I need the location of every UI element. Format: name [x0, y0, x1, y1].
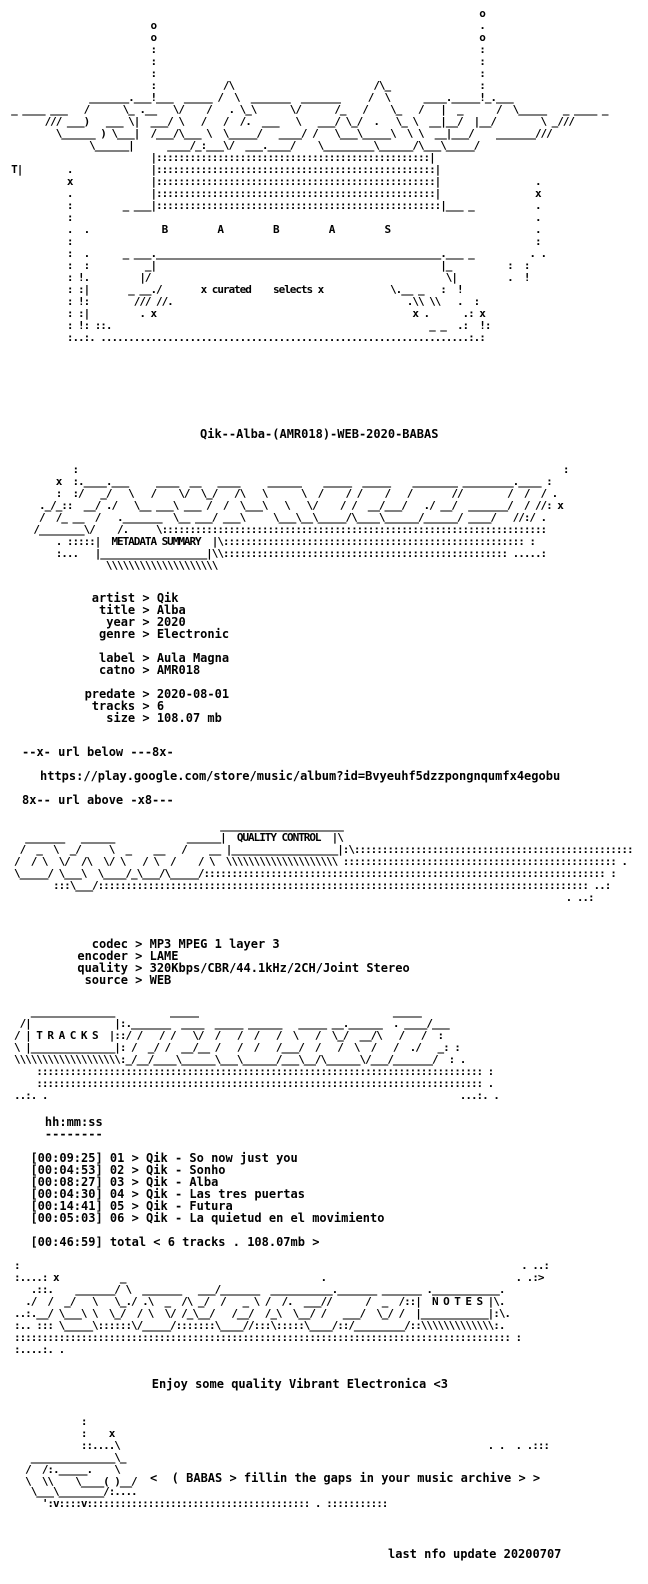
url-below-marker: --x- url below ---8x- [22, 745, 174, 759]
logo-ascii-art: o o . o o : : : : : : : /\ /\_ : _______.___!___ _____ / \ _______ _______ / \ ____._____!_.___ _ ____ ___ / \_ .__ \/ / . \_\ \/ /_ / \_ / | _ / \_____ _ ____ _ /// ___) ___ \| ___/ \ / / /. ___ \ ___/ \_/ . \_ \ __|__/ |__/ \ _/// \______ ) \___| /___/\___ \ \_____/ ____/ / \___\_____\ \ \ __|___/ _______/// \______| ____/_:___\/ ___.____/ \_________\______/\___\_____/ |:::::::::::::::::::::::::::::::::::::::::::::::::| T| . |::::::::::::::::::::::::::::::::::::::::::::::::::| x |::::::::::::::::::::::::::::::::::::::::::::::::::| . . |::::::::::::::::::::::::::::::::::::::::::::::::::| x : _ ___|:::::::::::::::::::::::::::::::::::::::::::::::::::|___ _ . : . . . B A B A S . : : : . _ ___.___________________________________________________.___ _ . . : : _| |_ : : : !. |/ \| . ! : :| _ __./ x curated selects x \.__ _ : ! : !: /// //. .\\ \\ . : : :| . x x . .: x : !: ::. _ _ .: !: :..:. ..................................................................:.: [11, 7, 608, 344]
metadata-catno: catno > AMR018 [34, 663, 201, 677]
footer-ascii-art: : : x ::....\ . . . .::: _______________\_ / /:._____. \ \ \\ \____( )__/ [25, 1415, 549, 1488]
footer-ascii-art-bottom: \___\________/:.... ':v::::v:::::::::::::::::::::::::::::::::::::::: . ::::::::::: [30, 1485, 388, 1510]
metadata-title: title > Alba [34, 603, 186, 617]
quality-codec: codec > MP3 MPEG 1 layer 3 [34, 937, 280, 951]
track-row: [00:09:25] 01 > Qik - So now just you [16, 1151, 298, 1165]
tracks-header: hh:mm:ss -------- [44, 1115, 103, 1141]
metadata-tracks: tracks > 6 [34, 699, 165, 713]
metadata-predate: predate > 2020-08-01 [34, 687, 230, 701]
tracks-ascii-art: _______________ _____ _____ /| |:._______ ____ _____ ______ _____ __.______ . ____/___ / | T R A C K S |::/ / / / \/ / / / / \ / \_/ __/\ / / : \ |_______________|: / _/ / __/__ / / / /___/ / / \ / / ./ _: : \\\\\\\\\\\\\\\\\\\:_/__/____\______\___\______/___\__/\______\/___/_______/ : . :::::::::::::::::::::::::::::::::::::::::::::::::::::::::::::::::::::::::::::::: : :::::::::::::::::::::::::::::::::::::::::::::::::::::::::::::::::::::::::::::::: . ..:. . ...:. . [14, 1005, 499, 1102]
tracks-total: [00:46:59] total < 6 tracks . 108.07mb > [16, 1235, 320, 1249]
track-row: [00:14:41] 05 > Qik - Futura [16, 1199, 233, 1213]
track-row: [00:05:03] 06 > Qik - La quietud en el movimiento [16, 1211, 385, 1225]
quality-source: source > WEB [34, 973, 172, 987]
album-url-link[interactable]: https://play.google.com/store/music/album?id=Bvyeuhf5dzzpongnqumfx4egobu [40, 769, 561, 783]
metadata-summary-ascii-art: : : x :.____.___ ____ __ ____ ______ _____ _____ ________ _________.____ : : :/ _/ \ / \/ \_/ /\ \ \ / / / / / // / / / . ._/_:: __/ ./ \__ ___\ ___ / / \___\ \ \/ / / __/___/ ./ __/ _______/ / //: x / /_ __ / ._______ \__ ___/ ___\ \___\__\_____/\____\______/______/ ____/ //:/ . /________\/ /. \::::::::::::::::::::::::::::::::::::::::::::::::::::::::::::::::::::: . :::::| METADATA SUMMARY |\:::::::::::::::::::::::::::::::::::::::::::::::::::::: : :... |___________________|\\::::::::::::::::::::::::::::::::::::::::::::::::::: .....: \\\\\\\\\\\\\\\\\\\\ [33, 463, 569, 572]
last-update: last nfo update 20200707 [388, 1547, 562, 1561]
metadata-label: label > Aula Magna [34, 651, 230, 665]
metadata-genre: genre > Electronic [34, 627, 230, 641]
metadata-list [34, 591, 230, 746]
metadata-year: year > 2020 [34, 615, 186, 629]
track-row: [00:04:30] 04 > Qik - Las tres puertas [16, 1187, 305, 1201]
track-row: [00:04:53] 02 > Qik - Sonho [16, 1163, 226, 1177]
track-row: [00:08:27] 03 > Qik - Alba [16, 1175, 219, 1189]
quality-quality: quality > 320Kbps/CBR/44.1kHz/2CH/Joint Stereo [34, 961, 410, 975]
metadata-artist: artist > Qik [34, 591, 179, 605]
quality-encoder: encoder > LAME [34, 949, 179, 963]
footer-tagline: < ( BABAS > fillin the gaps in your music archive > > [150, 1471, 541, 1485]
notes-text: Enjoy some quality Vibrant Electronica <3 [0, 1377, 448, 1391]
metadata-size: size > 108.07 mb [34, 711, 222, 725]
quality-control-ascii-art: ______________________ _______ ______ ______| QUALITY CONTROL |\ / _ \ _/ \ _ __ / __ |___________________|:\:::::::::::::::::::::::::::::::::::::::::::::::::: / / \ \/ /\ \/ \ / \ / / \ \\\\\\\\\\\\\\\\\\\\ ::::::::::::::::::::::::::::::::::::::::::::::::: . \_____/ \___\ \____/_\___/\_____/:::::::::::::::::::::::::::::::::::::::::::::::::::::::::::::::::::::::: : :::\___/:::::::::::::::::::::::::::::::::::::::::::::::::::::::::::::::::::::::::::::::::::::::: ..: . ..: [14, 819, 633, 904]
release-name: Qik--Alba-(AMR018)-WEB-2020-BABAS [200, 427, 439, 441]
notes-ascii-art: : . ..: :....: x _ . . .:> .::. _______/ \ _______ ___/_______ ___________._______ _______ .____________. ./ / _/ \ \_./ .\ _ /\ _/ / _ \ / /. ___// / _ /::| N O T E S |\. ..:.__/ \___\ \ \_/ / \ \/ /_\__/ /__/ /_\ \__/ / ___/ \_/ / |____________|:\. :.. ::: \_____\::::::\/_____/:::::::\____//:::\:::::\____/::/_________/::\\\\\\\\\\\\\:. ::::::::::::::::::::::::::::::::::::::::::::::::::::::::::::::::::::::::::::::::::::::::: : :....:. . [14, 1259, 549, 1356]
url-above-marker: 8x-- url above -x8--- [22, 793, 174, 807]
